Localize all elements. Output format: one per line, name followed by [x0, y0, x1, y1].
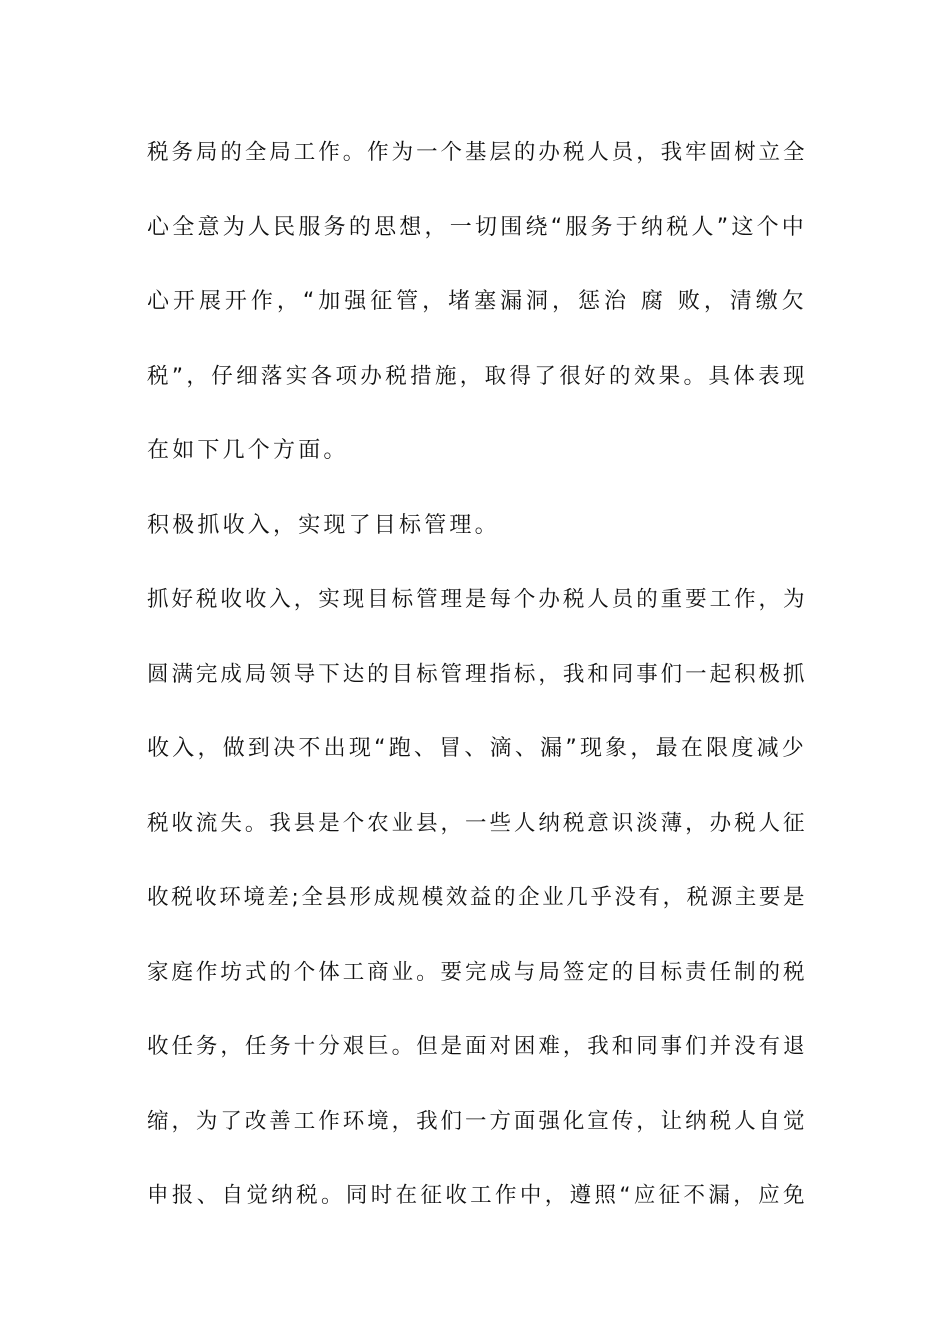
section-heading: 积极抓收入，实现了目标管理。 [147, 512, 500, 538]
body-text [147, 131, 807, 1249]
text-line: 在如下几个方面。 [147, 438, 349, 463]
text-line: 家庭作坊式的个体工商业。要完成与局签定的目标责任制的税 [147, 959, 807, 985]
text-line: 收入，做到决不出现“跑、冒、滴、漏”现象，最在限度减少 [147, 736, 807, 761]
text-line: 税”，仔细落实各项办税措施，取得了很好的效果。具体表现 [147, 363, 807, 389]
text-line: 申报、自觉纳税。同时在征收工作中，遵照“应征不漏，应免 [147, 1183, 807, 1208]
text-line: 收税收环境差;全县形成规模效益的企业几乎没有，税源主要是 [147, 885, 807, 910]
text-line: 税务局的全局工作。作为一个基层的办税人员，我牢固树立全 [147, 140, 807, 165]
text-line: 心全意为人民服务的思想，一切围绕“服务于纳税人”这个中 [147, 214, 807, 240]
text-line: 抓好税收收入，实现目标管理是每个办税人员的重要工作，为 [147, 587, 807, 612]
text-line: 收任务，任务十分艰巨。但是面对困难，我和同事们并没有退 [147, 1034, 807, 1059]
text-line: 税收流失。我县是个农业县，一些人纳税意识淡薄，办税人征 [147, 810, 807, 836]
text-line: 圆满完成局领导下达的目标管理指标，我和同事们一起积极抓 [147, 661, 807, 687]
text-line: 心开展开作，“加强征管，堵塞漏洞，惩治 腐 败，清缴欠 [147, 289, 807, 314]
text-line: 缩，为了改善工作环境，我们一方面强化宣传，让纳税人自觉 [147, 1108, 807, 1134]
